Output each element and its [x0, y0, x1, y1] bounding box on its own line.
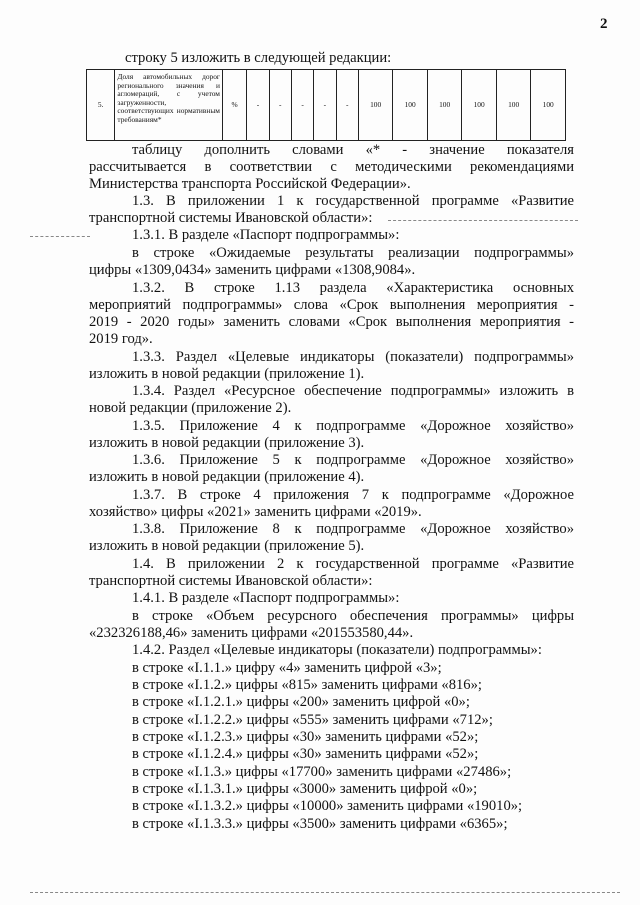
- text-line: рассчитывается в соответствии с методическими рекомендациями: [89, 159, 574, 175]
- text-line: цифры «1309,0434» заменить цифрами «1308,9084».: [89, 262, 416, 278]
- value-cell: 100: [427, 70, 462, 141]
- text-line: в строке «I.1.3.3.» цифры «3500» заменить цифрами «6365»;: [132, 816, 508, 832]
- text-line: 2019 - 2020 годы» заменить словами «Срок выполнения мероприятия -: [89, 314, 574, 330]
- text-line: 1.3.5. Приложение 4 к подпрограмме «Дорожное хозяйство»: [132, 418, 574, 434]
- text-line: «232326188,46» заменить цифрами «201553580,44».: [89, 625, 414, 641]
- text-line: 1.4. В приложении 2 к государственной программе «Развитие: [132, 556, 574, 572]
- value-cell: -: [291, 70, 313, 141]
- text-line: 1.3.2. В строке 1.13 раздела «Характеристика основных: [132, 280, 574, 296]
- text-line: в строке «I.1.2.2.» цифры «555» заменить цифрами «712»;: [132, 712, 493, 728]
- text-line: изложить в новой редакции (приложение 4).: [89, 469, 365, 485]
- text-line: 1.3. В приложении 1 к государственной программе «Развитие: [132, 193, 574, 209]
- text-line: 1.3.3. Раздел «Целевые индикаторы (показатели) подпрограммы»: [132, 349, 574, 365]
- text-line: 1.3.4. Раздел «Ресурсное обеспечение подпрограммы» изложить в: [132, 383, 574, 399]
- text-line: в строке «I.1.3.» цифры «17700» заменить цифрами «27486»;: [132, 764, 512, 780]
- value-cell: 100: [462, 70, 497, 141]
- text-line: в строке «Ожидаемые результаты реализации подпрограммы»: [132, 245, 574, 261]
- value-cell: -: [269, 70, 291, 141]
- text-line: 1.3.7. В строке 4 приложения 7 к подпрограмме «Дорожное: [132, 487, 574, 503]
- value-cell: -: [314, 70, 336, 141]
- unit-cell: %: [222, 70, 246, 141]
- text-line: изложить в новой редакции (приложение 5).: [89, 538, 365, 554]
- value-cell: 100: [358, 70, 393, 141]
- text-line: 1.4.1. В разделе «Паспорт подпрограммы»:: [132, 590, 400, 606]
- scan-line: [388, 220, 578, 221]
- text-line: в строке «I.1.1.» цифру «4» заменить цифрой «3»;: [132, 660, 442, 676]
- value-cell: 100: [393, 70, 428, 141]
- text-line: новой редакции (приложение 2).: [89, 400, 292, 416]
- text-line: мероприятий подпрограммы» слова «Срок выполнения мероприятия -: [89, 297, 574, 313]
- text-line: 1.4.2. Раздел «Целевые индикаторы (показатели) подпрограммы»:: [132, 642, 542, 658]
- text-line: в строке «Объем ресурсного обеспечения программы» цифры: [132, 608, 574, 624]
- text-line: в строке «I.1.3.2.» цифры «10000» заменить цифрами «19010»;: [132, 798, 523, 814]
- value-cell: -: [247, 70, 269, 141]
- text-line: в строке «I.1.2.1.» цифры «200» заменить цифрой «0»;: [132, 694, 470, 710]
- text-line: 1.3.8. Приложение 8 к подпрограмме «Дорожное хозяйство»: [132, 521, 574, 537]
- indicator-name: Доля автомобильных дорог регионального значения и агломераций, с учетом загруженности, соответствующих нормативным требованиям*: [115, 70, 223, 141]
- value-cell: 100: [496, 70, 531, 141]
- value-cell: 100: [531, 70, 566, 141]
- text-line: хозяйство» цифры «2021» заменить цифрами «2019».: [89, 504, 422, 520]
- page-number: 2: [600, 16, 608, 32]
- row-number: 5.: [87, 70, 115, 141]
- text-line: изложить в новой редакции (приложение 1).: [89, 366, 365, 382]
- intro-text: строку 5 изложить в следующей редакции:: [125, 50, 392, 66]
- indicator-table-row: [86, 69, 566, 141]
- text-line: в строке «I.1.2.4.» цифры «30» заменить цифрами «52»;: [132, 746, 479, 762]
- text-line: таблицу дополнить словами «* - значение показателя: [132, 142, 574, 158]
- value-cell: -: [336, 70, 358, 141]
- text-line: 2019 год».: [89, 331, 153, 347]
- scan-line: [30, 892, 620, 893]
- text-line: 1.3.6. Приложение 5 к подпрограмме «Дорожное хозяйство»: [132, 452, 574, 468]
- text-line: транспортной системы Ивановской области»:: [89, 573, 373, 589]
- text-line: 1.3.1. В разделе «Паспорт подпрограммы»:: [132, 227, 400, 243]
- text-line: транспортной системы Ивановской области»:: [89, 210, 373, 226]
- scan-line: [30, 236, 90, 237]
- text-line: в строке «I.1.2.3.» цифры «30» заменить цифрами «52»;: [132, 729, 479, 745]
- text-line: в строке «I.1.2.» цифры «815» заменить цифрами «816»;: [132, 677, 482, 693]
- text-line: в строке «I.1.3.1.» цифры «3000» заменить цифрой «0»;: [132, 781, 478, 797]
- table-row: [87, 70, 566, 141]
- text-line: Министерства транспорта Российской Федерации».: [89, 176, 411, 192]
- text-line: изложить в новой редакции (приложение 3).: [89, 435, 365, 451]
